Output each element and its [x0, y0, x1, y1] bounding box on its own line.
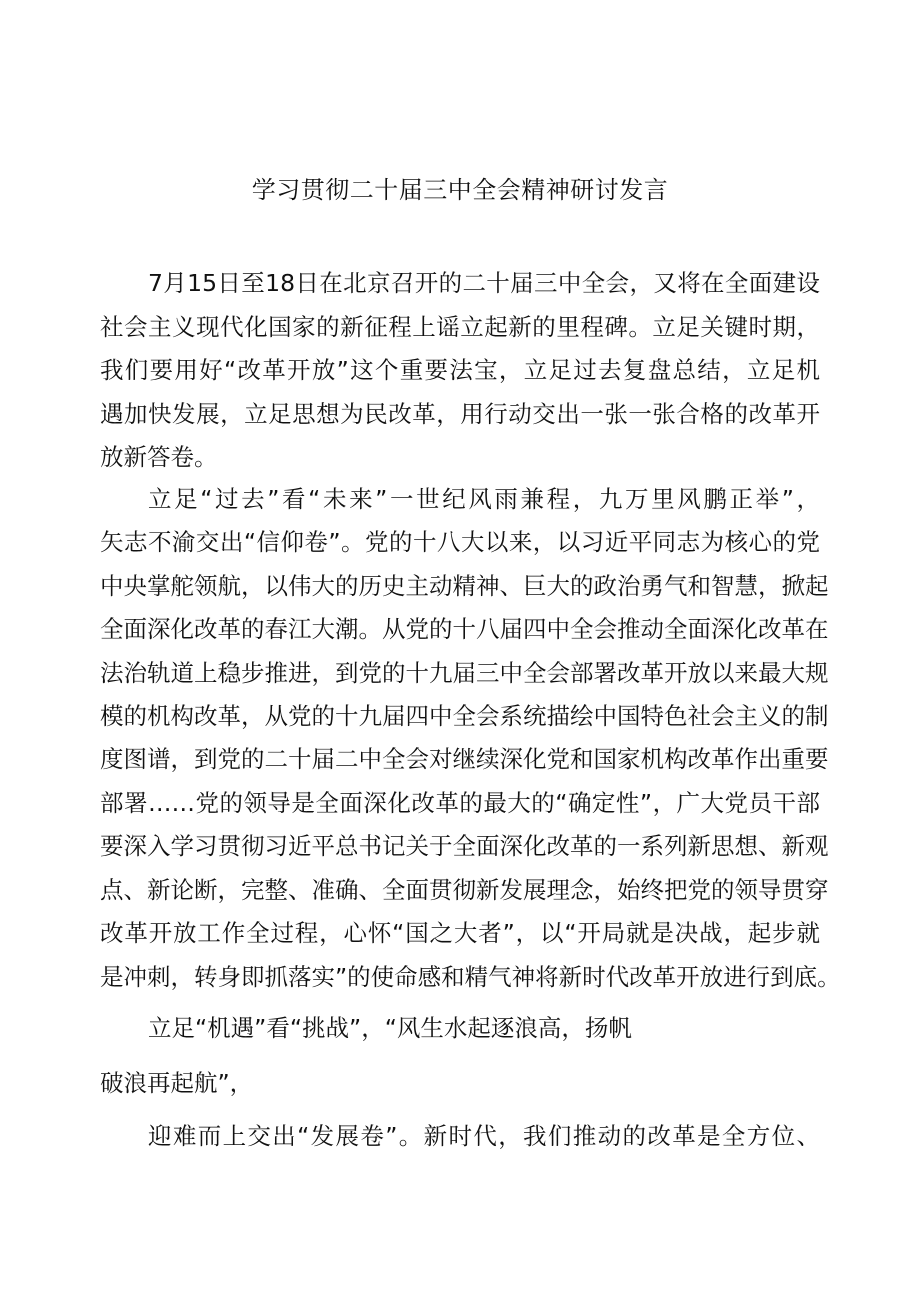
- paragraph-1-line-1: 7月15日至18日在北京召开的二十届三中全会，又将在全面建设: [148, 269, 820, 297]
- paragraph-2-line-6: 模的机构改革，从党的十九届四中全会系统描绘中国特色社会主义的制: [100, 702, 829, 730]
- paragraph-2-line-2: 矢志不渝交出“信仰卷”。党的十八大以来，以习近平同志为核心的党: [100, 528, 820, 556]
- document-title: 学习贯彻二十届三中全会精神研讨发言: [251, 176, 669, 204]
- paragraph-1-line-5: 放新答卷。: [100, 443, 218, 471]
- paragraph-2-line-4: 全面深化改革的春江大潮。从党的十八届四中全会推动全面深化改革在: [100, 615, 829, 643]
- paragraph-2-line-9: 要深入学习贯彻习近平总书记关于全面深化改革的一系列新思想、新观: [100, 832, 829, 860]
- paragraph-1-line-4: 遇加快发展，立足思想为民改革，用行动交出一张一张合格的改革开: [100, 400, 820, 428]
- paragraph-5-line-1: 迎难而上交出“发展卷”。新时代，我们推动的改革是全方位、: [148, 1122, 820, 1150]
- paragraph-2-line-5: 法治轨道上稳步推进，到党的十九届三中全会部署改革开放以来最大规: [100, 659, 829, 687]
- paragraph-2-line-3: 中央掌舵领航，以伟大的历史主动精神、巨大的政治勇气和智慧，掀起: [100, 572, 829, 600]
- paragraph-3-line-1: 立足“机遇”看“挑战”，“风生水起逐浪高，扬帆: [148, 1014, 632, 1042]
- paragraph-2-line-11: 改革开放工作全过程，心怀“国之大者”，以“开局就是决战，起步就: [100, 919, 820, 947]
- paragraph-4-line-1: 破浪再起航”，: [100, 1069, 254, 1097]
- paragraph-2-line-8: 部署……党的领导是全面深化改革的最大的“确定性”，广大党员干部: [100, 789, 820, 817]
- paragraph-2-line-12: 是冲刺，转身即抓落实”的使命感和精气神将新时代改革开放进行到底。: [100, 963, 841, 991]
- paragraph-1-line-2: 社会主义现代化国家的新征程上谣立起新的里程碑。立足关键时期，: [100, 313, 820, 341]
- paragraph-2-line-7: 度图谱，到党的二十届二中全会对继续深化党和国家机构改革作出重要: [100, 745, 829, 773]
- paragraph-2-line-10: 点、新论断，完整、准确、全面贯彻新发展理念，始终把党的领导贯穿: [100, 876, 829, 904]
- paragraph-1-line-3: 我们要用好“改革开放”这个重要法宝，立足过去复盘总结，立足机: [100, 356, 820, 384]
- paragraph-2-line-1: 立足“过去”看“未来”一世纪风雨兼程，九万里风鹏正举”，: [148, 485, 820, 513]
